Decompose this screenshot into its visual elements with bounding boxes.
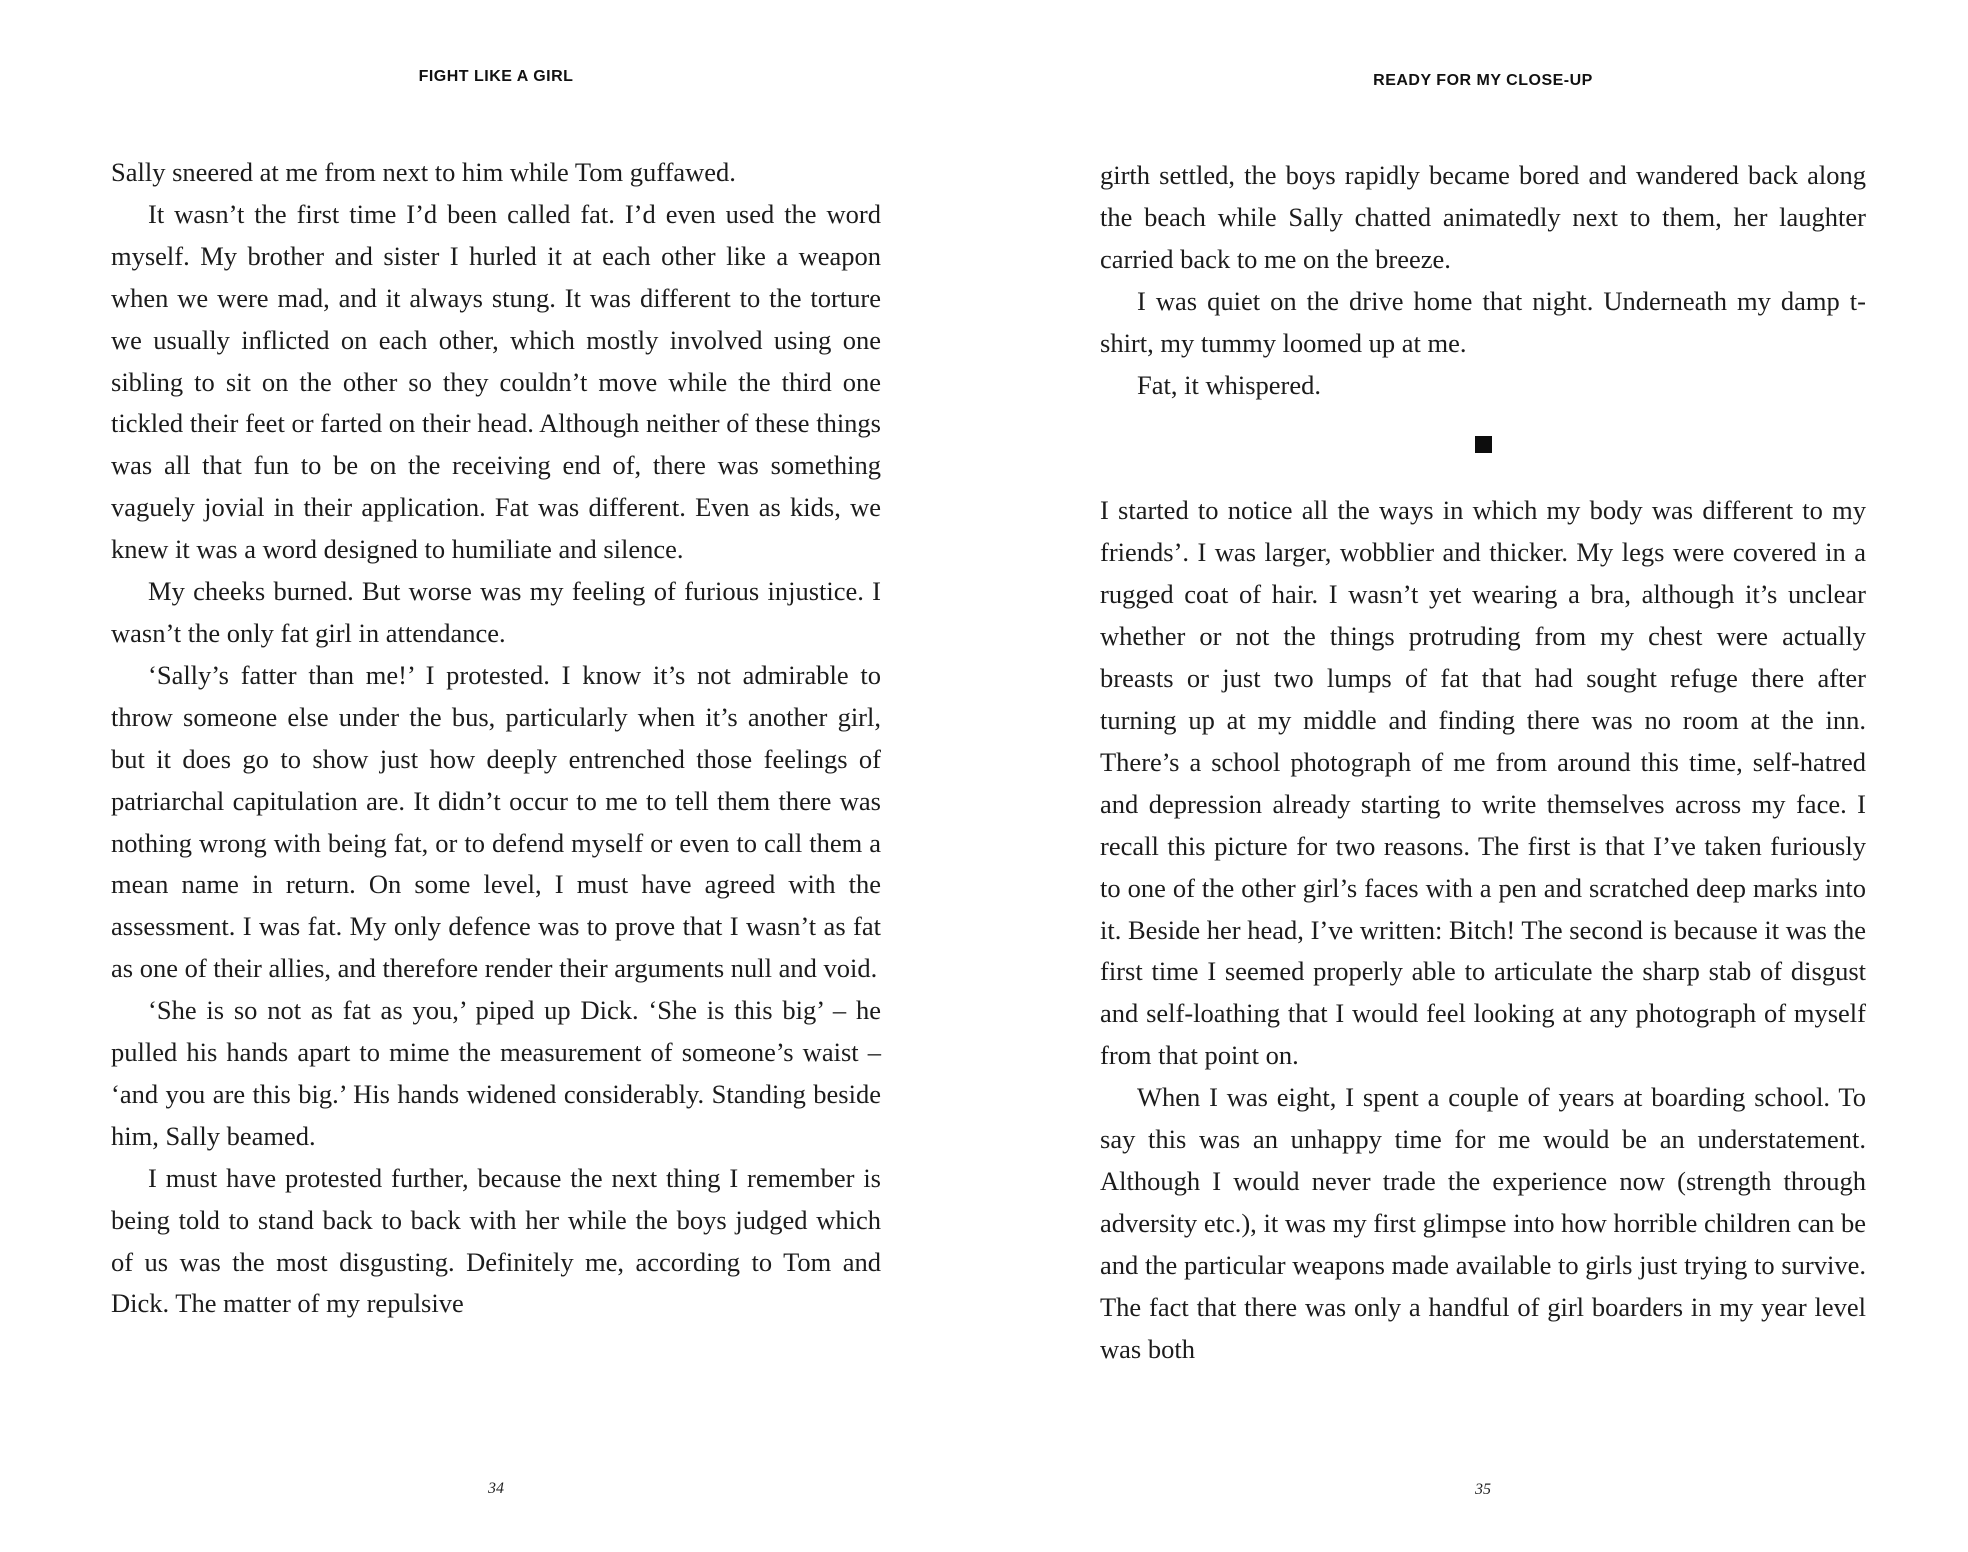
page-body-text [111, 152, 881, 1325]
paragraph: I was quiet on the drive home that night. Underneath my damp t-shirt, my tummy loomed up at me. [1100, 285, 1866, 358]
paragraph: Sally sneered at me from next to him while Tom guffawed. [111, 157, 736, 187]
page-body-text [1100, 155, 1866, 1370]
paragraph: My cheeks burned. But worse was my feeling of furious injustice. I wasn’t the only fat girl in attendance. [111, 576, 881, 648]
scene-break [1100, 406, 1866, 490]
right-page [1100, 0, 1866, 1552]
page-number: 34 [488, 1480, 504, 1497]
paragraph: Fat, it whispered. [1137, 369, 1321, 400]
paragraph: ‘Sally’s fatter than me!’ I protested. I know it’s not admirable to throw someone else under the bus, particularly when it’s another girl, but it does go to show just how deeply entrenched those feelings of patriarchal capitulation are. It didn’t occur to me to tell them there was nothing wrong with being fat, or to defend myself or even to call them a mean name in return. On some level, I must have agreed with the assessment. I was fat. My only defence was to prove that I wasn’t as fat as one of their allies, and therefore render their arguments null and void. [111, 659, 881, 984]
paragraph: I must have protested further, because the next thing I remember is being told to stand back to back with her while the boys judged which of us was the most disgusting. Definitely me, according to Tom and Dick. The matter of my repulsive [111, 1162, 881, 1319]
running-head: READY FOR MY CLOSE-UP [1373, 72, 1593, 89]
paragraph: ‘She is so not as fat as you,’ piped up Dick. ‘She is this big’ – he pulled his hands apart to mime the measurement of someone’s waist – ‘and you are this big.’ His hands widened considerably. Standing beside him, Sally beamed. [111, 995, 881, 1151]
page-number: 35 [1475, 1481, 1491, 1498]
paragraph: It wasn’t the first time I’d been called fat. I’d even used the word myself. My brother and sister I hurled it at each other like a weapon when we were mad, and it always stung. It was different to the torture we usually inflicted on each other, which mostly involved using one sibling to sit on the other so they couldn’t move while the third one tickled their feet or farted on their head. Although neither of these things was all that fun to be on the receiving end of, there was something vaguely jovial in their application. Fat was different. Even as kids, we knew it was a word designed to humiliate and silence. [111, 198, 881, 565]
paragraph: I started to notice all the ways in which my body was different to my friends’. I was larger, wobblier and thicker. My legs were covered in a rugged coat of hair. I wasn’t yet wearing a bra, although it’s unclear whether or not the things protruding from my chest were actually breasts or just two lumps of fat that had sought refuge there after turning up at my middle and finding there was no room at the inn. There’s a school photograph of me from around this time, self-hatred and depression already starting to write themselves across my face. I recall this picture for two reasons. The first is that I’ve taken furiously to one of the other girl’s faces with a pen and scratched deep marks into it. Beside her head, I’ve written: Bitch! The second is because it was the first time I seemed properly able to articulate the sharp stab of disgust and self-loathing that I would feel looking at any photograph of myself from that point on. [1100, 495, 1866, 1071]
paragraph: girth settled, the boys rapidly became bored and wandered back along the beach while Sally chatted animatedly next to them, her laughter carried back to me on the breeze. [1100, 160, 1866, 274]
left-page [111, 0, 881, 1552]
paragraph: When I was eight, I spent a couple of years at boarding school. To say this was an unhappy time for me would be an understatement. Although I would never trade the experience now (strength through adversity etc.), it was my first glimpse into how horrible children can be and the particular weapons made available to girls just trying to survive. The fact that there was only a handful of girl boarders in my year level was both [1100, 1082, 1866, 1364]
section-break-square-icon [1475, 436, 1492, 453]
running-head: FIGHT LIKE A GIRL [418, 68, 574, 85]
